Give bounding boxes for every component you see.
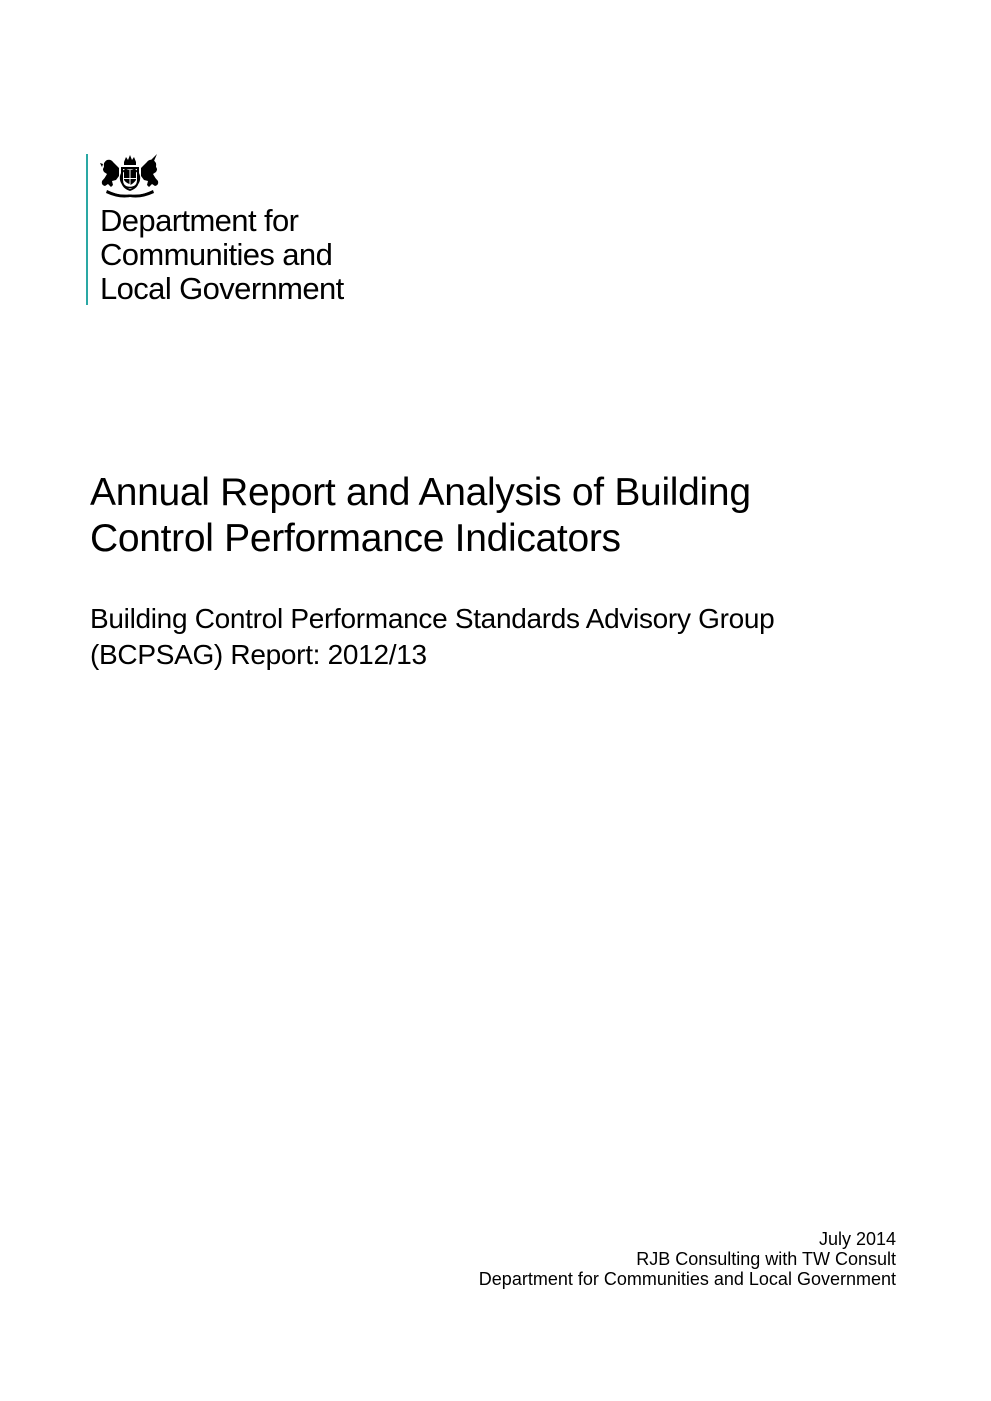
department-logo (86, 154, 344, 306)
department-name (100, 204, 344, 306)
department-name-line: Local Government (100, 271, 344, 306)
publication-info (479, 1229, 896, 1289)
publication-date: July 2014 (818, 1229, 896, 1249)
document-subtitle-line: Building Control Performance Standards Advisory Group (90, 603, 775, 634)
document-title (90, 470, 751, 562)
department-name-line: Department for (100, 203, 299, 238)
department-name-line: Communities and (100, 237, 333, 272)
publication-publisher: Department for Communities and Local Government (478, 1269, 896, 1289)
logo-accent-bar (86, 154, 88, 305)
document-subtitle (90, 601, 774, 673)
document-title-line: Control Performance Indicators (90, 517, 621, 560)
publication-author: RJB Consulting with TW Consult (636, 1249, 896, 1269)
document-title-line: Annual Report and Analysis of Building (90, 471, 751, 514)
royal-coat-of-arms-icon (99, 154, 161, 198)
document-subtitle-line: (BCPSAG) Report: 2012/13 (90, 639, 427, 670)
